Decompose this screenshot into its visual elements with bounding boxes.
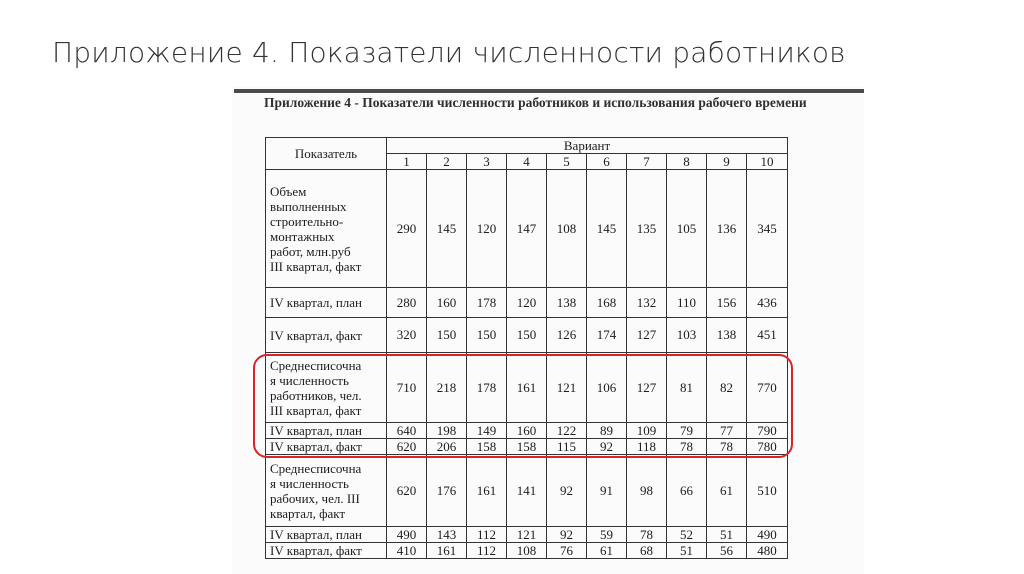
- value-cell: 126: [547, 318, 587, 353]
- variant-number: 6: [587, 154, 627, 170]
- value-cell: 109: [627, 423, 667, 439]
- value-cell: 178: [467, 353, 507, 423]
- value-cell: 770: [747, 353, 788, 423]
- row-label-line: монтажных: [270, 228, 335, 244]
- value-cell: 176: [427, 455, 467, 527]
- row-label-line: IV квартал, факт: [270, 439, 362, 454]
- value-cell: 135: [627, 170, 667, 288]
- value-cell: 320: [387, 318, 427, 353]
- value-cell: 290: [387, 170, 427, 288]
- variant-number: 3: [467, 154, 507, 170]
- value-cell: 410: [387, 543, 427, 559]
- value-cell: 136: [707, 170, 747, 288]
- value-cell: 120: [507, 288, 547, 318]
- value-cell: 59: [587, 527, 627, 543]
- value-cell: 161: [507, 353, 547, 423]
- value-cell: 122: [547, 423, 587, 439]
- value-cell: 198: [427, 423, 467, 439]
- value-cell: 161: [467, 455, 507, 527]
- row-label-line: IV квартал, план: [270, 423, 362, 438]
- row-label-line: я численность: [270, 475, 349, 491]
- value-cell: 92: [587, 439, 627, 455]
- value-cell: 61: [587, 543, 627, 559]
- row-label-line: строительно-: [270, 213, 344, 229]
- value-cell: 178: [467, 288, 507, 318]
- value-cell: 345: [747, 170, 788, 288]
- variant-number: 10: [747, 154, 788, 170]
- value-cell: 79: [667, 423, 707, 439]
- value-cell: 105: [667, 170, 707, 288]
- value-cell: 91: [587, 455, 627, 527]
- value-cell: 510: [747, 455, 788, 527]
- value-cell: 52: [667, 527, 707, 543]
- table-row: [266, 170, 788, 288]
- row-label-line: работ, млн.руб: [270, 243, 351, 259]
- value-cell: 150: [427, 318, 467, 353]
- document-caption: Приложение 4 - Показатели численности работников и использования рабочего времени: [264, 95, 807, 110]
- value-cell: 150: [507, 318, 547, 353]
- value-cell: 92: [547, 527, 587, 543]
- row-label-line: III квартал, факт: [270, 402, 362, 418]
- variant-number: 8: [667, 154, 707, 170]
- value-cell: 168: [587, 288, 627, 318]
- value-cell: 61: [707, 455, 747, 527]
- value-cell: 158: [507, 439, 547, 455]
- value-cell: 108: [547, 170, 587, 288]
- table-row: [266, 288, 788, 318]
- row-label-line: Среднесписочна: [270, 357, 362, 373]
- value-cell: 51: [707, 527, 747, 543]
- table-row: [266, 543, 788, 559]
- value-cell: 112: [467, 543, 507, 559]
- value-cell: 490: [747, 527, 788, 543]
- row-label-line: я численность: [270, 372, 349, 388]
- value-cell: 82: [707, 353, 747, 423]
- value-cell: 127: [627, 353, 667, 423]
- row-label-line: IV квартал, план: [270, 527, 362, 542]
- variant-number: 5: [547, 154, 587, 170]
- value-cell: 98: [627, 455, 667, 527]
- variant-number: 1: [387, 154, 427, 170]
- value-cell: 145: [587, 170, 627, 288]
- value-cell: 103: [667, 318, 707, 353]
- document-top-rule: [234, 89, 864, 93]
- row-label: [266, 170, 387, 288]
- value-cell: 280: [387, 288, 427, 318]
- table-row: [266, 318, 788, 353]
- value-cell: 56: [707, 543, 747, 559]
- header-indicator: Показатель: [266, 138, 387, 170]
- value-cell: 120: [467, 170, 507, 288]
- value-cell: 490: [387, 527, 427, 543]
- variant-number: 7: [627, 154, 667, 170]
- value-cell: 620: [387, 439, 427, 455]
- value-cell: 156: [707, 288, 747, 318]
- row-label-line: Объем: [270, 183, 307, 199]
- row-label-line: работников, чел.: [270, 387, 362, 403]
- row-label-line: III квартал, факт: [270, 258, 362, 274]
- row-label-line: Среднесписочна: [270, 460, 362, 476]
- value-cell: 78: [707, 439, 747, 455]
- row-label: [266, 288, 387, 318]
- value-cell: 112: [467, 527, 507, 543]
- value-cell: 106: [587, 353, 627, 423]
- value-cell: 480: [747, 543, 788, 559]
- value-cell: 710: [387, 353, 427, 423]
- row-label-line: квартал, факт: [270, 505, 346, 521]
- value-cell: 640: [387, 423, 427, 439]
- value-cell: 620: [387, 455, 427, 527]
- value-cell: 160: [507, 423, 547, 439]
- value-cell: 147: [507, 170, 547, 288]
- slide-title: Приложение 4. Показатели численности работников: [52, 36, 846, 69]
- value-cell: 77: [707, 423, 747, 439]
- value-cell: 780: [747, 439, 788, 455]
- indicators-table: [265, 137, 788, 559]
- value-cell: 118: [627, 439, 667, 455]
- value-cell: 141: [507, 455, 547, 527]
- variant-number: 9: [707, 154, 747, 170]
- value-cell: 68: [627, 543, 667, 559]
- value-cell: 451: [747, 318, 788, 353]
- value-cell: 218: [427, 353, 467, 423]
- value-cell: 138: [547, 288, 587, 318]
- value-cell: 160: [427, 288, 467, 318]
- value-cell: 76: [547, 543, 587, 559]
- value-cell: 92: [547, 455, 587, 527]
- row-label: [266, 455, 387, 527]
- table-row: [266, 455, 788, 527]
- variant-number: 4: [507, 154, 547, 170]
- value-cell: 206: [427, 439, 467, 455]
- value-cell: 161: [427, 543, 467, 559]
- value-cell: 150: [467, 318, 507, 353]
- variant-number: 2: [427, 154, 467, 170]
- value-cell: 115: [547, 439, 587, 455]
- row-label: [266, 527, 387, 543]
- value-cell: 121: [547, 353, 587, 423]
- row-label: [266, 543, 387, 559]
- value-cell: 132: [627, 288, 667, 318]
- value-cell: 143: [427, 527, 467, 543]
- value-cell: 158: [467, 439, 507, 455]
- value-cell: 790: [747, 423, 788, 439]
- value-cell: 149: [467, 423, 507, 439]
- value-cell: 138: [707, 318, 747, 353]
- value-cell: 127: [627, 318, 667, 353]
- value-cell: 174: [587, 318, 627, 353]
- row-label: [266, 318, 387, 353]
- row-label-line: IV квартал, факт: [270, 543, 362, 558]
- value-cell: 81: [667, 353, 707, 423]
- value-cell: 108: [507, 543, 547, 559]
- value-cell: 51: [667, 543, 707, 559]
- row-label-line: рабочих, чел. III: [270, 490, 360, 506]
- value-cell: 66: [667, 455, 707, 527]
- value-cell: 436: [747, 288, 788, 318]
- value-cell: 78: [627, 527, 667, 543]
- table-row: [266, 527, 788, 543]
- value-cell: 121: [507, 527, 547, 543]
- row-label-line: выполненных: [270, 198, 347, 214]
- row-label-line: IV квартал, план: [270, 295, 362, 310]
- highlight-frame: [253, 354, 793, 458]
- value-cell: 110: [667, 288, 707, 318]
- header-variant: Вариант: [387, 138, 788, 154]
- value-cell: 145: [427, 170, 467, 288]
- value-cell: 89: [587, 423, 627, 439]
- value-cell: 78: [667, 439, 707, 455]
- row-label-line: IV квартал, факт: [270, 327, 362, 343]
